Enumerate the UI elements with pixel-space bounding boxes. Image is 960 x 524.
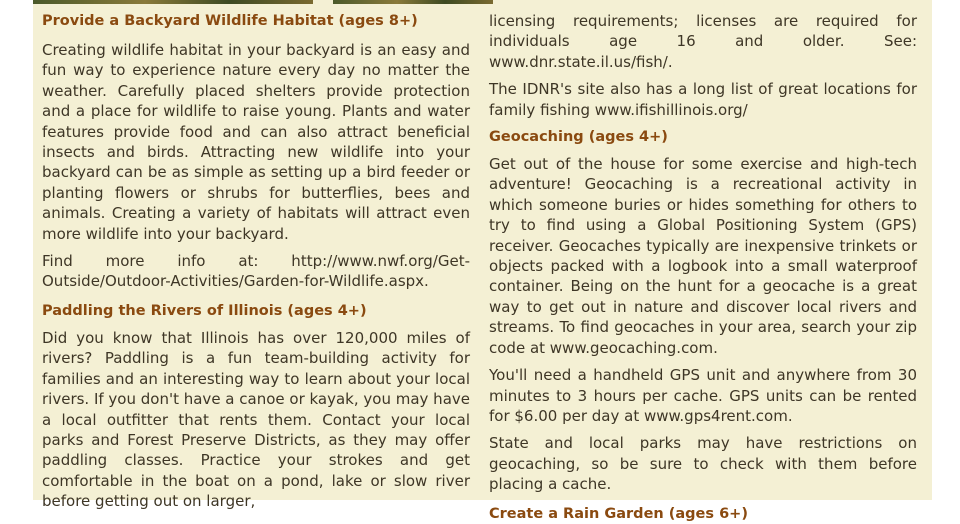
newsletter-page (33, 0, 932, 522)
paddling-heading: Paddling the Rivers of Illinois (ages 4+) (42, 302, 367, 319)
rain-garden-heading: Create a Rain Garden (ages 6+) (489, 505, 748, 522)
habitat-body: Creating wildlife habitat in your backyard is an easy and fun way to experience nature every day no matter the weather. Carefully placed shelters provide protection and a place for wildlife to raise young. Plants and water features provide food and can also attract beneficial insects and birds. Attracting new wildlife into your backyard can be as simple as setting up a bird feeder or planting flowers or shrubs for butterflies, bees and animals. Creating a variety of habitats will attract even more wildlife into your backyard. (42, 41, 470, 243)
fishing-locations-text: The IDNR's site also has a long list of great locations for family fishing www.ifishillinois.org/ (489, 80, 917, 119)
left-column (42, 0, 470, 512)
fishing-licensing-text: licensing requirements; licenses are required for individuals age 16 and older. See: www.dnr.state.il.us/fish/. (489, 12, 917, 71)
geocaching-equipment: You'll need a handheld GPS unit and anywhere from 30 minutes to 3 hours per cache. GPS units can be rented for $6.00 per day at www.gps4rent.com. (489, 366, 917, 425)
geocaching-body: Get out of the house for some exercise and high-tech adventure! Geocaching is a recreational activity in which someone buries or hides something for others to try to find using a Global Positioning System (GPS) receiver. Geocaches typically are inexpensive trinkets or objects packed with a logbook into a small waterproof container. Being on the hunt for a geocache is a great way to get out in nature and discover local rivers and streams. To find geocaches in your area, search your zip code at www.geocaching.com. (489, 155, 917, 357)
right-column (489, 0, 917, 524)
habitat-heading: Provide a Backyard Wildlife Habitat (ages 8+) (42, 13, 418, 29)
geocaching-restrictions: State and local parks may have restrictions on geocaching, so be sure to check with them before placing a cache. (489, 434, 917, 494)
habitat-more-info: Find more info at: http://www.nwf.org/Get-Outside/Outdoor-Activities/Garden-for-Wildlife.aspx. (42, 252, 470, 291)
geocaching-heading: Geocaching (ages 4+) (489, 129, 668, 146)
paddling-body: Did you know that Illinois has over 120,000 miles of rivers? Paddling is a fun team-building activity for families and an interesting way to learn about your local rivers. If you don't have a canoe or kayak, you may have a local outfitter that rents them. Contact your local parks and Forest Preserve Districts, as they may offer paddling classes. Practice your strokes and get comfortable in the boat on a pond, lake or slow river before getting out on larger, (42, 328, 470, 511)
